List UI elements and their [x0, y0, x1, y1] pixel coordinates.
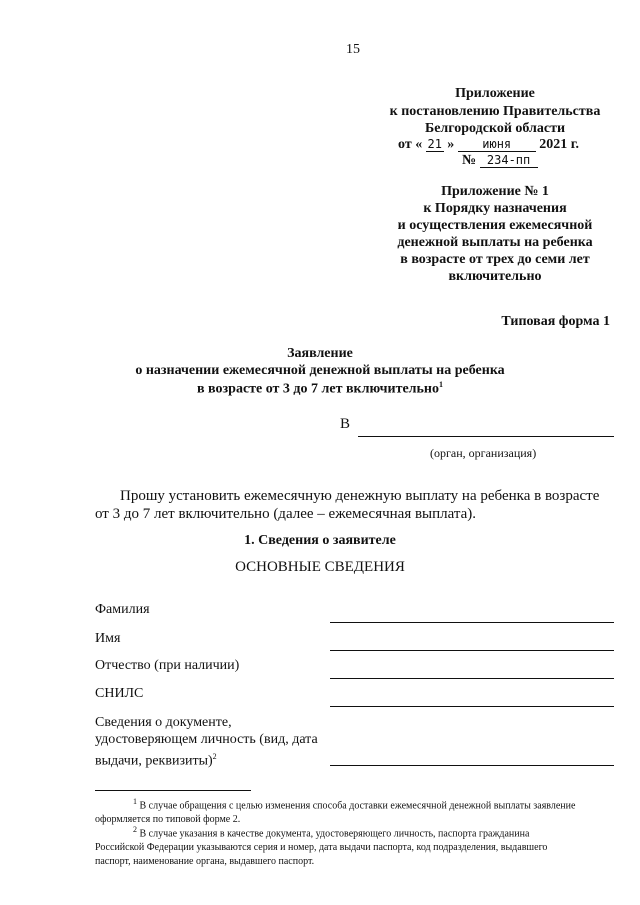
statement-title: Заявление [287, 346, 353, 361]
appendix-line: и осуществления ежемесячной [397, 218, 593, 233]
name-field[interactable] [330, 650, 614, 651]
footnote-2-line [95, 823, 615, 841]
snils-label: СНИЛС [95, 686, 144, 701]
statement-line2-text: в возрасте от 3 до 7 лет включительно [197, 381, 439, 397]
date-day: 21 [427, 137, 442, 151]
footnote-separator [95, 790, 251, 791]
number-prefix: № [462, 153, 477, 168]
surname-label: Фамилия [95, 602, 150, 617]
footnote-mark: 2 [212, 752, 217, 761]
patronymic-field[interactable] [330, 678, 614, 679]
footnote-1-text: В случае обращения с целью изменения способа доставки ежемесячной денежной выплаты заявление [139, 800, 576, 812]
appendix-line: к Порядку назначения [423, 201, 567, 216]
footnote-mark: 2 [133, 825, 137, 834]
recipient-hint: (орган, организация) [430, 446, 537, 460]
snils-field[interactable] [330, 706, 614, 707]
appendix-line: в возрасте от трех до семи лет [400, 252, 590, 267]
recipient-field[interactable] [358, 436, 614, 437]
surname-field[interactable] [330, 622, 614, 623]
date-mid: » [447, 137, 455, 152]
document-label [95, 714, 318, 770]
section1-title: 1. Сведения о заявителе [244, 533, 396, 548]
recipient-prefix: В [340, 416, 351, 432]
document-label-text: выдачи, реквизиты) [95, 753, 213, 769]
statement-line1: о назначении ежемесячной денежной выплаты на ребенка [135, 363, 505, 378]
page-number: 15 [346, 42, 360, 57]
date-year: 2021 г. [539, 137, 579, 152]
number-value: 234-пп [480, 153, 538, 168]
header-date [398, 137, 579, 153]
appendix-title: Приложение № 1 [441, 184, 549, 199]
appendix-line: денежной выплаты на ребенка [397, 235, 593, 250]
footnote-2 [95, 823, 615, 869]
document-label-line [95, 748, 318, 770]
request-line2: от 3 до 7 лет включительно (далее – ежемесячная выплата). [95, 506, 477, 522]
name-label: Имя [95, 631, 121, 646]
footnote-2-line: Российской Федерации указываются серия и номер, дата выдачи паспорта, код подразделения, выдавшего [95, 842, 548, 854]
date-prefix: от « [398, 137, 423, 152]
footnote-1-line: оформляется по типовой форме 2. [95, 814, 241, 826]
section1-subtitle: ОСНОВНЫЕ СВЕДЕНИЯ [235, 559, 405, 575]
patronymic-label: Отчество (при наличии) [95, 658, 240, 673]
header-line1: к постановлению Правительства [389, 104, 601, 119]
request-line1: Прошу установить ежемесячную денежную выплату на ребенка в возрасте [120, 488, 600, 504]
document-label-line: Сведения о документе, [95, 715, 232, 730]
footnote-2-text: В случае указания в качестве документа, удостоверяющего личность, паспорта гражданина [139, 828, 530, 840]
appendix-line: включительно [448, 269, 542, 284]
document-field[interactable] [330, 765, 614, 766]
footnote-mark: 1 [439, 380, 443, 389]
statement-line2 [60, 380, 580, 398]
date-month: июня [458, 137, 536, 152]
footnote-1-line [95, 795, 615, 813]
footnote-2-line: паспорт, наименование органа, выдавшего паспорт. [95, 856, 315, 868]
document-label-line: удостоверяющем личность (вид, дата [95, 732, 318, 747]
footnote-mark: 1 [133, 797, 137, 806]
form-type: Типовая форма 1 [501, 314, 610, 329]
header-line2: Белгородской области [424, 121, 566, 136]
header-title: Приложение [455, 86, 535, 101]
header-number [462, 153, 538, 169]
